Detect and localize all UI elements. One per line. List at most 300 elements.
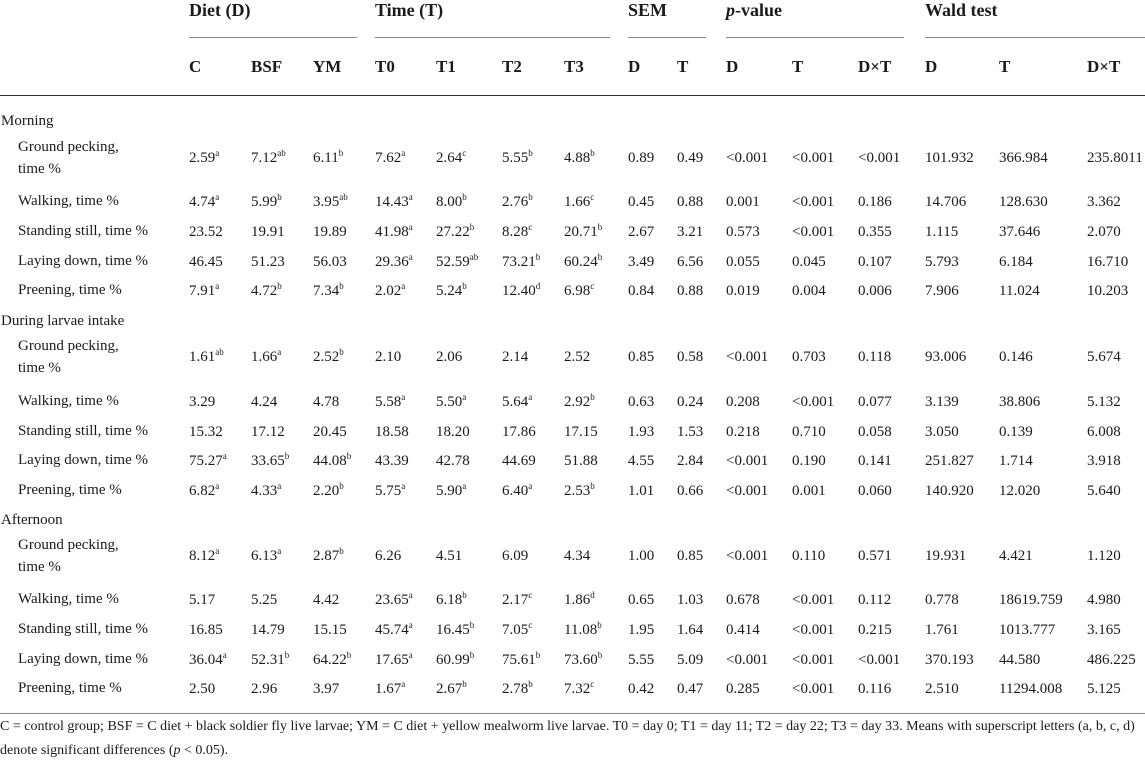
cell-value: 0.355	[858, 224, 892, 240]
cell-value: 37.646	[999, 224, 1041, 240]
cell-value: 3.95	[313, 194, 340, 210]
table-cell	[375, 146, 405, 170]
significance-letter: b	[597, 252, 603, 262]
row-label: Ground pecking,	[18, 139, 119, 155]
table-cell	[858, 146, 900, 170]
table-cell	[1087, 618, 1121, 642]
cell-value: 0.65	[628, 592, 655, 608]
table-cell	[564, 588, 595, 612]
cell-value: 0.001	[726, 194, 760, 210]
cell-value: 43.39	[375, 453, 409, 469]
table-cell	[628, 618, 654, 642]
cell-value: 3.29	[189, 394, 216, 410]
table-cell	[628, 250, 654, 274]
table-cell	[792, 449, 826, 473]
cell-value: 8.00	[436, 194, 463, 210]
table-cell	[999, 544, 1033, 568]
table-cell	[858, 420, 892, 444]
cell-value: 0.84	[628, 283, 655, 299]
table-cell	[502, 220, 532, 244]
cell-value: 7.34	[313, 283, 340, 299]
cell-value: 0.001	[792, 483, 826, 499]
table-cell	[925, 677, 959, 701]
table-cell	[999, 677, 1062, 701]
table-cell	[436, 588, 467, 612]
cell-value: 0.85	[677, 548, 704, 564]
table-cell	[375, 390, 405, 414]
table-cell	[502, 677, 533, 701]
cell-value: 2.02	[375, 283, 402, 299]
cell-value: 0.45	[628, 194, 655, 210]
significance-letter: d	[590, 590, 595, 600]
table-cell	[858, 190, 892, 214]
cell-value: 17.15	[564, 424, 598, 440]
column-header: C	[189, 57, 202, 76]
significance-letter: b	[284, 451, 290, 461]
table-cell	[502, 250, 540, 274]
cell-value: 4.55	[628, 453, 655, 469]
cell-value: 6.09	[502, 548, 529, 564]
significance-letter: b	[469, 620, 475, 630]
table-cell	[251, 449, 289, 473]
cell-value: 1.120	[1087, 548, 1121, 564]
table-cell	[677, 345, 703, 369]
cell-value: 2.52	[313, 349, 340, 365]
significance-letter: b	[277, 192, 282, 202]
cell-value: 73.60	[564, 652, 598, 668]
cell-value: <0.001	[726, 483, 769, 499]
table-cell	[792, 390, 834, 414]
table-cell	[375, 345, 401, 369]
cell-value: 7.91	[189, 283, 216, 299]
table-cell	[564, 390, 595, 414]
cell-value: 12.40	[502, 283, 536, 299]
cell-value: 2.67	[628, 224, 655, 240]
table-cell	[726, 618, 760, 642]
table-cell	[313, 618, 347, 642]
cell-value: 14.43	[375, 194, 409, 210]
cell-value: 0.24	[677, 394, 704, 410]
table-cell	[677, 588, 703, 612]
section-title: Morning	[1, 113, 54, 129]
table-cell	[628, 220, 654, 244]
table-cell	[502, 479, 532, 503]
table-cell	[564, 190, 594, 214]
table-cell	[1087, 279, 1128, 303]
cell-value: 19.89	[313, 224, 347, 240]
table-cell	[858, 345, 891, 369]
cell-value: 6.008	[1087, 424, 1121, 440]
table-cell	[189, 648, 227, 672]
column-header: T3	[564, 57, 584, 76]
row-label: Laying down, time %	[18, 253, 148, 269]
cell-value: 52.59	[436, 254, 470, 270]
cell-value: 5.09	[677, 652, 704, 668]
column-header: D	[925, 57, 938, 76]
column-header: T	[792, 57, 804, 76]
pvalue-p: p	[726, 0, 735, 20]
table-cell	[564, 279, 594, 303]
significance-letter: a	[222, 451, 227, 461]
table-cell	[189, 345, 224, 369]
table-cell	[858, 618, 892, 642]
table-cell	[792, 220, 834, 244]
table-cell	[792, 479, 826, 503]
table-cell	[375, 449, 409, 473]
cell-value: 5.58	[375, 394, 402, 410]
cell-value: 5.793	[925, 254, 959, 270]
footnote-p: p	[173, 743, 181, 758]
cell-value: 2.84	[677, 453, 704, 469]
cell-value: 10.203	[1087, 283, 1129, 299]
significance-letter: b	[462, 281, 467, 291]
cell-value: 1.00	[628, 548, 655, 564]
table-cell	[858, 648, 900, 672]
cell-value: 0.66	[677, 483, 704, 499]
table-cell	[792, 648, 834, 672]
cell-value: 6.40	[502, 483, 529, 499]
table-cell	[251, 190, 282, 214]
cell-value: 4.78	[313, 394, 340, 410]
table-cell	[189, 449, 227, 473]
significance-letter: b	[284, 650, 290, 660]
table-cell	[925, 479, 974, 503]
column-header: T	[999, 57, 1011, 76]
table-cell	[313, 479, 344, 503]
cell-value: <0.001	[858, 150, 901, 166]
cell-value: 60.24	[564, 254, 598, 270]
significance-letter: b	[338, 148, 344, 158]
row-label-cont: time %	[18, 360, 61, 376]
significance-letter: c	[590, 281, 595, 291]
significance-letter: a	[408, 222, 413, 232]
footnote-text-1: C = control group; BSF = C diet + black soldier fly live larvae; YM = C diet + yellow mealworm live larvae. T0 = day 0; T1 = day 11; T2 = day 22; T3 = day 33. Means with superscript letters (a, b, c, d) denote significant differences (	[0, 719, 1135, 758]
table-cell	[251, 279, 282, 303]
cell-value: 370.193	[925, 652, 974, 668]
table-cell	[313, 449, 351, 473]
table-cell	[251, 544, 281, 568]
bottom-rule	[0, 713, 1145, 714]
cell-value: 2.87	[313, 548, 340, 564]
table-cell	[999, 146, 1048, 170]
table-cell	[726, 420, 760, 444]
cell-value: 0.58	[677, 349, 704, 365]
cell-value: 16.710	[1087, 254, 1129, 270]
cell-value: 0.112	[858, 592, 892, 608]
cell-value: 2.52	[564, 349, 591, 365]
cell-value: 5.674	[1087, 349, 1121, 365]
table-cell	[375, 618, 413, 642]
table-cell	[564, 345, 590, 369]
cell-value: 101.932	[925, 150, 974, 166]
cell-value: 0.47	[677, 681, 704, 697]
significance-letter: b	[469, 222, 475, 232]
significance-letter: a	[215, 281, 220, 291]
table-cell	[375, 420, 409, 444]
table-cell	[251, 588, 277, 612]
cell-value: 7.32	[564, 681, 591, 697]
table-cell	[925, 648, 974, 672]
cell-value: <0.001	[858, 652, 901, 668]
significance-letter: b	[597, 650, 603, 660]
significance-letter: a	[528, 392, 533, 402]
cell-value: 0.004	[792, 283, 826, 299]
table-cell	[925, 220, 958, 244]
significance-letter: a	[277, 347, 282, 357]
cell-value: 44.69	[502, 453, 536, 469]
row-label: Walking, time %	[18, 193, 119, 209]
table-cell	[313, 250, 347, 274]
cell-value: 3.21	[677, 224, 704, 240]
column-header: D	[628, 57, 641, 76]
table-cell	[564, 479, 595, 503]
significance-letter: a	[401, 392, 406, 402]
cell-value: 19.91	[251, 224, 285, 240]
table-cell	[564, 449, 598, 473]
table-cell	[1087, 588, 1121, 612]
significance-letter: ab	[215, 347, 224, 357]
cell-value: <0.001	[726, 652, 769, 668]
cell-value: 2.67	[436, 681, 463, 697]
cell-value: 0.89	[628, 150, 655, 166]
significance-letter: ab	[469, 252, 479, 262]
cell-value: 5.132	[1087, 394, 1121, 410]
cell-value: 7.05	[502, 622, 529, 638]
cell-value: 2.76	[502, 194, 529, 210]
table-cell	[1087, 250, 1128, 274]
table-cell	[375, 220, 413, 244]
table-cell	[251, 479, 281, 503]
table-cell	[999, 190, 1048, 214]
table-cell	[251, 390, 277, 414]
significance-letter: a	[215, 148, 220, 158]
table-cell	[925, 544, 966, 568]
table-cell	[858, 449, 892, 473]
table-cell	[999, 449, 1033, 473]
row-label: Standing still, time %	[18, 223, 148, 239]
cell-value: 0.208	[726, 394, 760, 410]
table-cell	[792, 588, 834, 612]
cell-value: 51.88	[564, 453, 598, 469]
significance-letter: a	[408, 590, 413, 600]
table-cell	[677, 390, 703, 414]
table-cell	[313, 677, 339, 701]
table-cell	[313, 279, 344, 303]
cell-value: 17.65	[375, 652, 409, 668]
significance-letter: b	[469, 650, 475, 660]
footnote-text-2: < 0.05).	[180, 743, 229, 758]
table-cell	[677, 479, 703, 503]
significance-letter: c	[528, 222, 533, 232]
table-cell	[564, 146, 595, 170]
table-cell	[628, 390, 654, 414]
significance-letter: b	[277, 281, 282, 291]
cell-value: 14.79	[251, 622, 285, 638]
cell-value: 0.703	[792, 349, 826, 365]
cell-value: <0.001	[792, 652, 835, 668]
significance-letter: a	[408, 252, 413, 262]
table-cell	[726, 250, 760, 274]
table-cell	[628, 588, 654, 612]
table-cell	[1087, 648, 1136, 672]
row-label-cont: time %	[18, 161, 61, 177]
table-cell	[502, 544, 528, 568]
significance-letter: a	[401, 481, 406, 491]
cell-value: 16.85	[189, 622, 223, 638]
table-cell	[375, 479, 405, 503]
table-cell	[792, 618, 834, 642]
cell-value: 366.984	[999, 150, 1048, 166]
table-cell	[375, 544, 401, 568]
table-cell	[792, 345, 826, 369]
table-cell	[925, 345, 966, 369]
significance-letter: a	[401, 679, 406, 689]
cell-value: 4.51	[436, 548, 463, 564]
cell-value: 12.020	[999, 483, 1041, 499]
significance-letter: ab	[277, 148, 286, 158]
cell-value: 2.510	[925, 681, 959, 697]
section-title: Afternoon	[1, 512, 63, 528]
table-cell	[792, 146, 834, 170]
cell-value: 1.761	[925, 622, 959, 638]
cell-value: 486.225	[1087, 652, 1136, 668]
group-header-time: Time (T)	[375, 0, 444, 20]
table-cell	[313, 648, 351, 672]
column-header: BSF	[251, 57, 283, 76]
table-cell	[189, 479, 219, 503]
cell-value: 4.42	[313, 592, 340, 608]
significance-letter: b	[590, 148, 595, 158]
table-cell	[792, 544, 825, 568]
table-cell	[999, 390, 1040, 414]
table-cell	[677, 146, 703, 170]
cell-value: 27.22	[436, 224, 470, 240]
cell-value: 5.55	[502, 150, 529, 166]
table-cell	[677, 544, 703, 568]
table-cell	[628, 345, 654, 369]
significance-letter: b	[528, 148, 533, 158]
table-cell	[999, 279, 1040, 303]
cell-value: 0.186	[858, 194, 892, 210]
table-cell	[726, 449, 768, 473]
cell-value: 18.58	[375, 424, 409, 440]
table-cell	[251, 648, 289, 672]
significance-letter: a	[222, 650, 227, 660]
cell-value: 1.01	[628, 483, 655, 499]
significance-letter: b	[462, 192, 467, 202]
cell-value: 1.53	[677, 424, 704, 440]
cell-value: 0.077	[858, 394, 892, 410]
table-cell	[313, 146, 343, 170]
cell-value: 0.778	[925, 592, 959, 608]
cell-value: 5.125	[1087, 681, 1121, 697]
table-cell	[925, 588, 959, 612]
table-cell	[375, 250, 413, 274]
cell-value: 46.45	[189, 254, 223, 270]
cell-value: 0.88	[677, 194, 704, 210]
cell-value: 38.806	[999, 394, 1041, 410]
group-header-wald: Wald test	[925, 0, 998, 20]
table-cell	[251, 146, 286, 170]
cell-value: <0.001	[792, 622, 835, 638]
significance-letter: a	[408, 650, 413, 660]
table-cell	[436, 479, 466, 503]
cell-value: 0.190	[792, 453, 826, 469]
significance-letter: b	[339, 347, 344, 357]
table-cell	[313, 220, 347, 244]
table-cell	[925, 146, 974, 170]
row-label: Ground pecking,	[18, 338, 119, 354]
table-cell	[726, 345, 768, 369]
significance-letter: a	[408, 192, 413, 202]
cell-value: 2.78	[502, 681, 529, 697]
table-cell	[502, 146, 533, 170]
cell-value: 3.362	[1087, 194, 1121, 210]
table-cell	[999, 588, 1063, 612]
column-header: T0	[375, 57, 395, 76]
cell-value: 5.64	[502, 394, 529, 410]
significance-letter: a	[401, 148, 406, 158]
table-cell	[726, 479, 768, 503]
table-cell	[436, 250, 478, 274]
cell-value: 15.32	[189, 424, 223, 440]
group-header-sem: SEM	[628, 0, 668, 20]
cell-value: 0.006	[858, 283, 892, 299]
table-cell	[189, 544, 219, 568]
table-cell	[436, 345, 462, 369]
cell-value: 3.165	[1087, 622, 1121, 638]
table-cell	[999, 345, 1033, 369]
cell-value: 2.20	[313, 483, 340, 499]
table-footnote	[0, 715, 1140, 763]
cell-value: 7.12	[251, 150, 278, 166]
table-cell	[726, 677, 760, 701]
row-label: Ground pecking,	[18, 537, 119, 553]
cell-value: 23.65	[375, 592, 409, 608]
table-cell	[792, 250, 826, 274]
cell-value: 1013.777	[999, 622, 1056, 638]
cell-value: 1.66	[251, 349, 278, 365]
table-cell	[628, 479, 654, 503]
table-cell	[726, 220, 760, 244]
cell-value: 1.66	[564, 194, 591, 210]
table-cell	[313, 390, 339, 414]
table-cell	[925, 250, 959, 274]
cell-value: 3.050	[925, 424, 959, 440]
table-cell	[677, 279, 703, 303]
cell-value: 20.71	[564, 224, 598, 240]
table-cell	[502, 420, 536, 444]
column-header: T2	[502, 57, 522, 76]
cell-value: 2.06	[436, 349, 463, 365]
cell-value: 93.006	[925, 349, 967, 365]
row-label: Standing still, time %	[18, 621, 148, 637]
table-cell	[858, 677, 891, 701]
table-cell	[726, 146, 768, 170]
table-cell	[999, 250, 1033, 274]
cell-value: 2.96	[251, 681, 278, 697]
table-cell	[436, 190, 467, 214]
cell-value: 2.53	[564, 483, 591, 499]
cell-value: 6.82	[189, 483, 216, 499]
table-cell	[564, 220, 602, 244]
table-cell	[792, 279, 826, 303]
cell-value: 5.17	[189, 592, 216, 608]
significance-letter: a	[401, 281, 406, 291]
table-cell	[375, 190, 413, 214]
table-cell	[189, 146, 219, 170]
column-header: T1	[436, 57, 456, 76]
